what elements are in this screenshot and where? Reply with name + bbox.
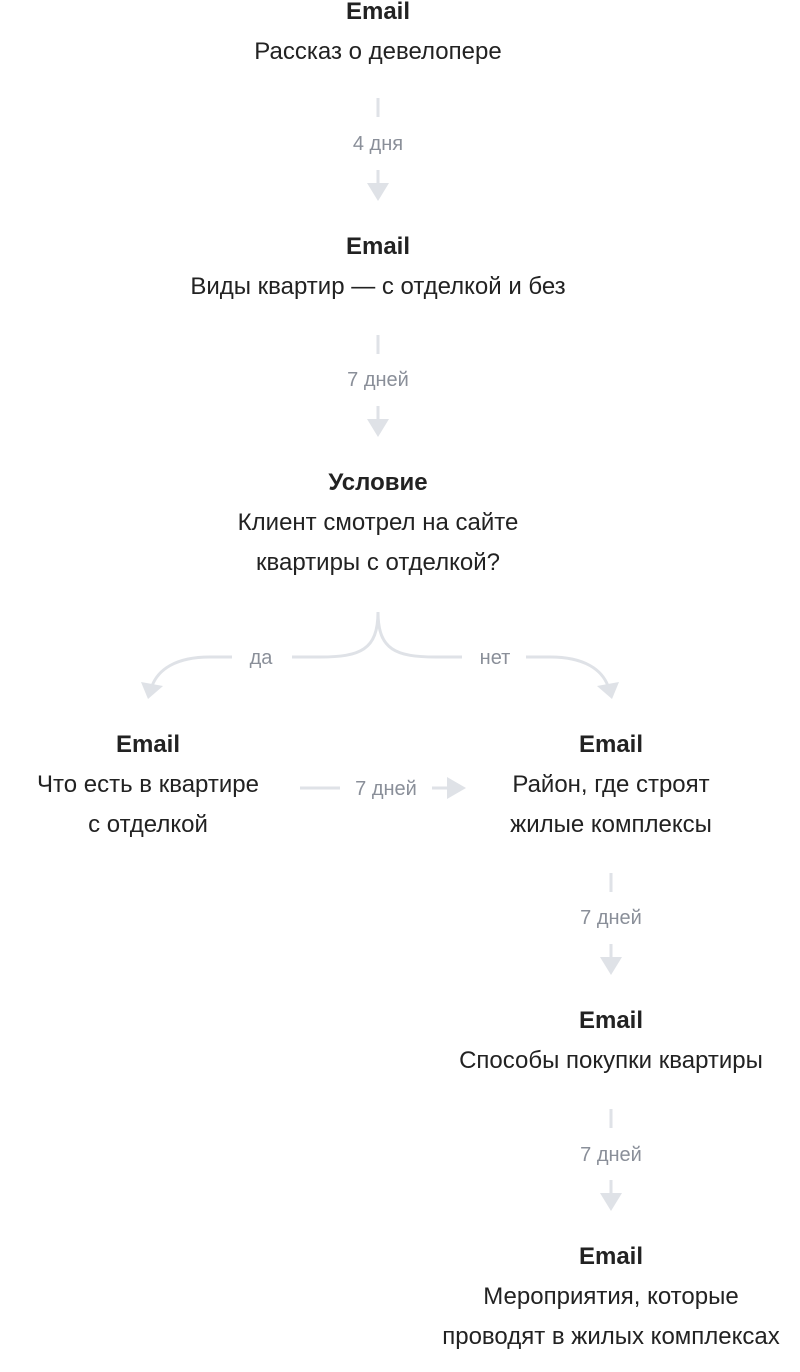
node-email-events bbox=[411, 1243, 800, 1357]
arrow-down-icon bbox=[367, 419, 389, 437]
node-text-line: Рассказ о девелопере bbox=[254, 38, 502, 65]
node-text bbox=[178, 32, 578, 72]
node-text-line: квартиры с отделкой? bbox=[256, 549, 500, 576]
node-condition bbox=[178, 469, 578, 583]
node-text-line: Район, где строят bbox=[512, 771, 710, 798]
node-type: Email bbox=[578, 731, 644, 758]
node-type: Email bbox=[578, 1243, 644, 1270]
node-type: Email bbox=[578, 1007, 644, 1034]
node-text-line: жилые комплексы bbox=[510, 811, 712, 838]
arrow-no-icon bbox=[597, 682, 619, 699]
delay-label: 7 дней bbox=[340, 777, 432, 801]
node-type: Email bbox=[345, 233, 411, 260]
node-email-apartment-types bbox=[128, 233, 628, 307]
node-text-line: Что есть в квартире bbox=[37, 771, 259, 798]
node-email-finish-content bbox=[0, 731, 296, 845]
node-email-developer bbox=[178, 0, 578, 72]
node-type: Email bbox=[345, 0, 411, 25]
delay-label: 7 дней bbox=[561, 1143, 661, 1167]
node-text bbox=[421, 1041, 800, 1081]
node-email-purchase-methods bbox=[421, 1007, 800, 1081]
node-type: Email bbox=[115, 731, 181, 758]
node-text-line: Способы покупки квартиры bbox=[459, 1047, 763, 1074]
node-email-district bbox=[461, 731, 761, 845]
node-text-line: проводят в жилых комплексах bbox=[442, 1323, 780, 1350]
node-text bbox=[128, 267, 628, 307]
arrow-down-icon bbox=[600, 957, 622, 975]
arrow-down-icon bbox=[600, 1193, 622, 1211]
node-text-line: Виды квартир — с отделкой и без bbox=[190, 273, 566, 300]
delay-label: 4 дня bbox=[328, 132, 428, 156]
node-type: Условие bbox=[328, 469, 428, 496]
node-text-line: Мероприятия, которые bbox=[483, 1283, 739, 1310]
branch-label-no: нет bbox=[466, 646, 524, 670]
arrow-down-icon bbox=[367, 183, 389, 201]
node-text-line: с отделкой bbox=[88, 811, 208, 838]
node-text bbox=[0, 765, 296, 845]
delay-label: 7 дней bbox=[328, 368, 428, 392]
node-text bbox=[178, 503, 578, 583]
node-text bbox=[461, 765, 761, 845]
node-text-line: Клиент смотрел на сайте bbox=[237, 509, 519, 536]
node-text bbox=[411, 1277, 800, 1357]
delay-label: 7 дней bbox=[561, 906, 661, 930]
branch-label-yes: да bbox=[238, 646, 284, 670]
arrow-yes-icon bbox=[141, 682, 163, 699]
